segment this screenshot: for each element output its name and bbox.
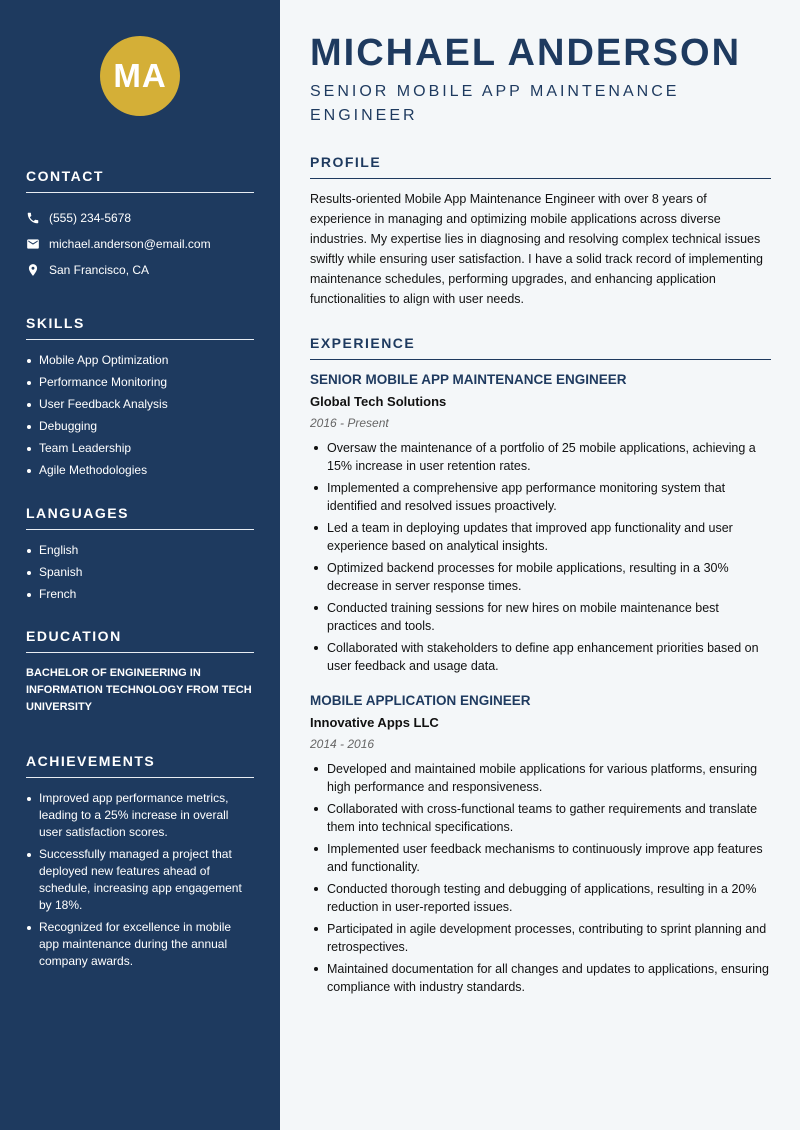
candidate-name: MICHAEL ANDERSON [310, 32, 742, 74]
list-item: Improved app performance metrics, leading to a 25% increase in overall user satisfaction scores. [26, 790, 254, 841]
list-item: Developed and maintained mobile applications for various platforms, ensuring high performance and responsiveness. [310, 760, 771, 796]
job-title: SENIOR MOBILE APP MAINTENANCE ENGINEER [310, 372, 627, 387]
job-bullets [310, 439, 771, 675]
avatar: MA [100, 36, 180, 116]
phone-icon [26, 211, 40, 225]
list-item: Recognized for excellence in mobile app maintenance during the annual company awards. [26, 919, 254, 970]
list-item: Oversaw the maintenance of a portfolio of 25 mobile applications, achieving a 15% increase in user retention rates. [310, 439, 771, 475]
job-entry [310, 691, 771, 996]
list-item: Conducted thorough testing and debugging of applications, resulting in a 20% reduction in user-reported issues. [310, 880, 771, 916]
achievements-list [26, 790, 254, 970]
profile-heading: PROFILE [310, 154, 771, 179]
profile-text: Results-oriented Mobile App Maintenance Engineer with over 8 years of experience in managing and optimizing mobile applications across diverse industries. My expertise lies in diagnosing and resolving complex technical issues swiftly while ensuring user satisfaction. I have a solid track record of implementing maintenance schedules, performing upgrades, and enhancing application functionalities to align with user needs. [310, 192, 763, 306]
main-content [280, 0, 800, 1130]
list-item: Participated in agile development processes, contributing to sprint planning and retrospectives. [310, 920, 771, 956]
skills-list [26, 352, 254, 479]
job-bullets [310, 760, 771, 996]
list-item: French [26, 586, 254, 603]
list-item: Collaborated with cross-functional teams to gather requirements and translate them into technical specifications. [310, 800, 771, 836]
list-item: User Feedback Analysis [26, 396, 254, 413]
list-item: Conducted training sessions for new hires on mobile maintenance best practices and tools. [310, 599, 771, 635]
achievements-heading: ACHIEVEMENTS [26, 753, 254, 778]
list-item: Spanish [26, 564, 254, 581]
languages-heading: LANGUAGES [26, 505, 254, 530]
experience-heading: EXPERIENCE [310, 335, 771, 360]
contact-heading: CONTACT [26, 168, 254, 193]
sidebar [0, 0, 280, 1130]
phone-text: (555) 234-5678 [49, 211, 132, 225]
list-item: Debugging [26, 418, 254, 435]
list-item: Performance Monitoring [26, 374, 254, 391]
list-item: English [26, 542, 254, 559]
job-title: MOBILE APPLICATION ENGINEER [310, 693, 531, 708]
experience-section [310, 335, 771, 996]
contact-phone [26, 205, 254, 231]
candidate-title: SENIOR MOBILE APP MAINTENANCE ENGINEER [310, 83, 680, 124]
job-company: Global Tech Solutions [310, 394, 447, 409]
contact-section [26, 168, 254, 283]
list-item: Agile Methodologies [26, 462, 254, 479]
list-item: Successfully managed a project that deployed new features ahead of schedule, increasing app engagement by 18%. [26, 846, 254, 914]
location-pin-icon [26, 263, 40, 277]
contact-email [26, 231, 254, 257]
list-item: Maintained documentation for all changes and updates to applications, ensuring compliance with industry standards. [310, 960, 771, 996]
list-item: Mobile App Optimization [26, 352, 254, 369]
skills-heading: SKILLS [26, 315, 254, 340]
list-item: Led a team in deploying updates that improved app functionality and user experience based on analytical insights. [310, 519, 771, 555]
languages-list [26, 542, 254, 603]
education-section [26, 628, 254, 716]
list-item: Optimized backend processes for mobile applications, resulting in a 30% decrease in server response times. [310, 559, 771, 595]
job-dates: 2016 - Present [310, 416, 389, 430]
job-entry [310, 370, 771, 675]
email-icon [26, 237, 40, 251]
contact-location [26, 257, 254, 283]
education-heading: EDUCATION [26, 628, 254, 653]
job-dates: 2014 - 2016 [310, 737, 375, 751]
achievements-section [26, 753, 254, 970]
education-degree: BACHELOR OF ENGINEERING IN INFORMATION TECHNOLOGY FROM TECH UNIVERSITY [26, 667, 252, 713]
skills-section [26, 315, 254, 479]
list-item: Team Leadership [26, 440, 254, 457]
job-company: Innovative Apps LLC [310, 715, 439, 730]
email-text: michael.anderson@email.com [49, 237, 211, 251]
list-item: Collaborated with stakeholders to define app enhancement priorities based on user feedback and usage data. [310, 639, 771, 675]
list-item: Implemented a comprehensive app performance monitoring system that identified and resolved issues proactively. [310, 479, 771, 515]
list-item: Implemented user feedback mechanisms to continuously improve app features and functionality. [310, 840, 771, 876]
profile-section [310, 154, 771, 309]
languages-section [26, 505, 254, 603]
location-text: San Francisco, CA [49, 263, 150, 277]
